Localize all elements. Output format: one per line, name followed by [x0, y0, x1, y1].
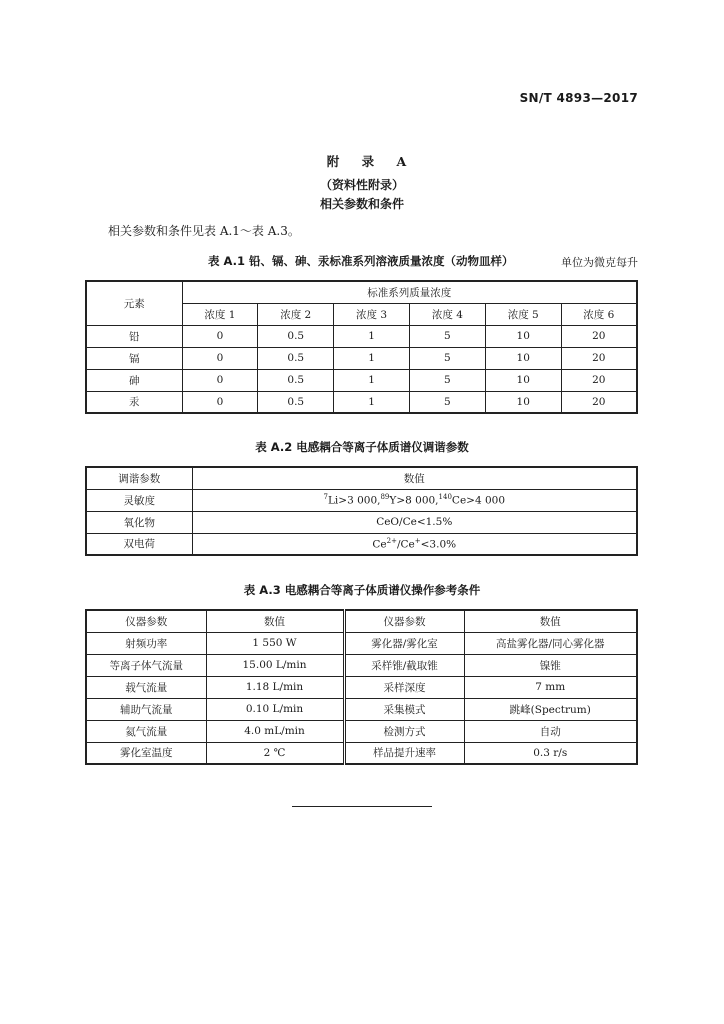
annex-subtitle: （资料性附录） [319, 178, 404, 192]
table-cell: 采样深度 [344, 676, 464, 698]
table-cell: 氦气流量 [86, 720, 206, 742]
table-a2-caption: 表 A.2 电感耦合等离子体质谱仪调谐参数 [255, 440, 469, 454]
table-row [86, 391, 637, 413]
table-cell: 辅助气流量 [86, 698, 206, 720]
table-row [86, 654, 637, 676]
table-cell: 采样锥/截取锥 [344, 654, 464, 676]
table-cell: CeO/Ce<1.5% [192, 511, 637, 533]
annex-name: 相关参数和条件 [319, 197, 404, 211]
table-row [86, 676, 637, 698]
table-a1-col-header: 浓度 2 [258, 303, 334, 325]
table-cell: 5 [409, 325, 485, 347]
table-cell: 5 [409, 347, 485, 369]
table-cell: 镍锥 [464, 654, 637, 676]
table-cell: 0 [182, 325, 258, 347]
table-row [86, 533, 637, 555]
table-row [86, 369, 637, 391]
table-cell: 0 [182, 369, 258, 391]
table-cell: 0.3 r/s [464, 742, 637, 764]
table-cell: 采集模式 [344, 698, 464, 720]
table-cell: 10 [485, 347, 561, 369]
table-cell: 5 [409, 369, 485, 391]
table-cell: 检测方式 [344, 720, 464, 742]
annex-title: 附 录 A [326, 154, 416, 169]
table-cell: 1 550 W [206, 632, 344, 654]
table-cell: 0 [182, 391, 258, 413]
table-a1-col-header: 浓度 3 [334, 303, 410, 325]
table-cell: 20 [561, 325, 637, 347]
table-cell: 0 [182, 347, 258, 369]
table-cell: 雾化器/雾化室 [344, 632, 464, 654]
table-cell: 10 [485, 391, 561, 413]
table-row [86, 632, 637, 654]
table-row [86, 511, 637, 533]
table-a1-col-header: 浓度 6 [561, 303, 637, 325]
table-a2-param: 灵敏度 [86, 489, 192, 511]
table-a2-param: 双电荷 [86, 533, 192, 555]
table-a1-element: 镉 [86, 347, 182, 369]
table-cell: 自动 [464, 720, 637, 742]
sensitivity-value: $^7$Li>3 000,89Y>8 000,$^{140}$Ce>4 000 [192, 489, 637, 511]
table-cell: 0.5 [258, 369, 334, 391]
table-a2-header: 调谐参数 [86, 467, 192, 489]
end-divider [292, 806, 432, 807]
table-a1-caption: 表 A.1 铅、镉、砷、汞标准系列溶液质量浓度（动物皿样） [208, 254, 514, 268]
table-cell: 射频功率 [86, 632, 206, 654]
table-row [86, 720, 637, 742]
table-cell: 跳峰(Spectrum) [464, 698, 637, 720]
table-a1-group-header: 标准系列质量浓度 [182, 281, 637, 303]
table-a1-element: 汞 [86, 391, 182, 413]
table-a2-header-row [86, 467, 637, 489]
table-a3-header: 数值 [464, 610, 637, 632]
table-cell: 0.5 [258, 325, 334, 347]
table-a2-param: 氧化物 [86, 511, 192, 533]
table-cell: 10 [485, 325, 561, 347]
table-row [86, 489, 637, 511]
table-a3-caption: 表 A.3 电感耦合等离子体质谱仪操作参考条件 [243, 583, 481, 597]
table-a1-col-header: 浓度 4 [409, 303, 485, 325]
table-row [86, 698, 637, 720]
table-cell: 1.18 L/min [206, 676, 344, 698]
table-cell: 2 ℃ [206, 742, 344, 764]
table-cell: 7 mm [464, 676, 637, 698]
table-a3-header: 仪器参数 [86, 610, 206, 632]
table-cell: 1 [334, 369, 410, 391]
table-a2-header: 数值 [192, 467, 637, 489]
table-a1-element: 铅 [86, 325, 182, 347]
table-cell: 5 [409, 391, 485, 413]
table-cell: 20 [561, 369, 637, 391]
table-a1-element: 砷 [86, 369, 182, 391]
table-cell: 高盐雾化器/同心雾化器 [464, 632, 637, 654]
table-cell: 等离子体气流量 [86, 654, 206, 676]
table-a1 [85, 280, 638, 414]
table-cell: 1 [334, 325, 410, 347]
table-cell: 载气流量 [86, 676, 206, 698]
table-cell: 1 [334, 347, 410, 369]
table-cell: 15.00 L/min [206, 654, 344, 676]
table-a3-header-row [86, 610, 637, 632]
double-charge-value: $Ce^{2+}/Ce^+<3.0\%$ [192, 533, 637, 555]
table-cell: 1 [334, 391, 410, 413]
table-cell: 0.5 [258, 347, 334, 369]
table-a1-col-header: 浓度 5 [485, 303, 561, 325]
table-row [86, 347, 637, 369]
table-cell: 20 [561, 347, 637, 369]
table-a2 [85, 466, 638, 556]
table-a1-unit: 单位为微克每升 [561, 256, 638, 269]
table-row [86, 325, 637, 347]
table-a3-header: 数值 [206, 610, 344, 632]
intro-paragraph: 相关参数和条件见表 A.1～表 A.3。 [108, 224, 300, 238]
table-a1-element-header: 元素 [86, 281, 182, 325]
table-cell: 0.5 [258, 391, 334, 413]
table-row [86, 742, 637, 764]
standard-number: SN/T 4893—2017 [519, 91, 638, 105]
table-cell: 20 [561, 391, 637, 413]
table-a3 [85, 609, 638, 765]
table-cell: 0.10 L/min [206, 698, 344, 720]
table-cell: 10 [485, 369, 561, 391]
table-a3-header: 仪器参数 [344, 610, 464, 632]
table-cell: 4.0 mL/min [206, 720, 344, 742]
table-cell: 样品提升速率 [344, 742, 464, 764]
table-a1-col-header: 浓度 1 [182, 303, 258, 325]
table-cell: 雾化室温度 [86, 742, 206, 764]
